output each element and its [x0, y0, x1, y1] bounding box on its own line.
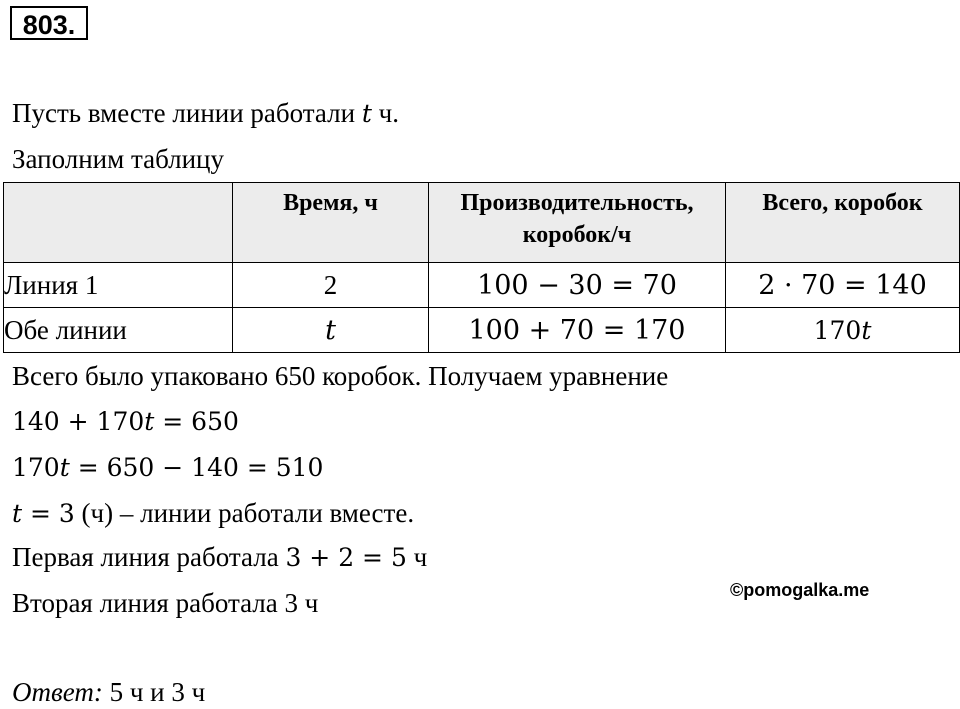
answer-label: Ответ: — [12, 677, 103, 707]
row-rate: 100 + 70 = 170 — [429, 308, 726, 353]
answer-value: 5 ч и 3 ч — [102, 677, 206, 707]
equation-2 — [12, 451, 323, 485]
equation-3 — [12, 496, 414, 531]
row-time: t — [233, 308, 429, 353]
header-rate-line-2: коробок/ч — [522, 222, 632, 248]
equation-1-left: 140 + 170 — [12, 407, 145, 436]
row-total-number: 170 — [813, 315, 862, 345]
header-time: Время, ч — [233, 183, 429, 263]
watermark: ©pomogalka.me — [730, 580, 870, 600]
first-line-unit: ч — [406, 542, 428, 572]
equation-2-right: = 650 − 140 = 510 — [69, 453, 324, 482]
first-line-result — [12, 540, 427, 575]
row-total: 2 · 70 = 140 — [726, 263, 960, 308]
header-total: Всего, коробок — [726, 183, 960, 263]
row-rate: 100 − 30 = 70 — [429, 263, 726, 308]
solution-statement: Всего было упаковано 650 коробок. Получаем уравнение — [12, 361, 669, 391]
intro-text: Пусть вместе линии работали — [12, 98, 362, 128]
variable-t: t — [144, 407, 155, 436]
first-line-text: Первая линия работала — [12, 542, 286, 572]
header-rate-line-1: Производительность, — [460, 190, 694, 216]
answer — [12, 675, 205, 709]
second-line-result: Вторая линия работала 3 ч — [12, 588, 319, 618]
header-rate — [429, 183, 726, 263]
equation-2-left: 170 — [12, 453, 60, 482]
row-label: Обе линии — [4, 308, 233, 353]
equation-3-text: (ч) – линии работали вместе. — [74, 498, 415, 528]
table-row — [4, 263, 960, 308]
variable-t: t — [861, 315, 872, 345]
variable-t: t — [12, 499, 23, 528]
variable-t: t — [361, 99, 372, 128]
intro-line-1 — [12, 96, 399, 131]
row-label: Линия 1 — [4, 263, 233, 308]
first-line-math: 3 + 2 = 5 — [285, 543, 407, 572]
data-table — [3, 182, 960, 353]
intro-unit: ч. — [371, 98, 399, 128]
table-corner-cell — [4, 183, 233, 263]
intro-line-2: Заполним таблицу — [12, 144, 225, 174]
problem-number: 803. — [10, 6, 88, 40]
table-header-row — [4, 183, 960, 263]
table-row — [4, 308, 960, 353]
row-total — [726, 308, 960, 353]
equation-1 — [12, 405, 239, 439]
row-time: 2 — [233, 263, 429, 308]
equation-1-right: = 650 — [154, 407, 239, 436]
variable-t: t — [59, 453, 70, 482]
equation-3-math: = 3 — [22, 499, 75, 528]
